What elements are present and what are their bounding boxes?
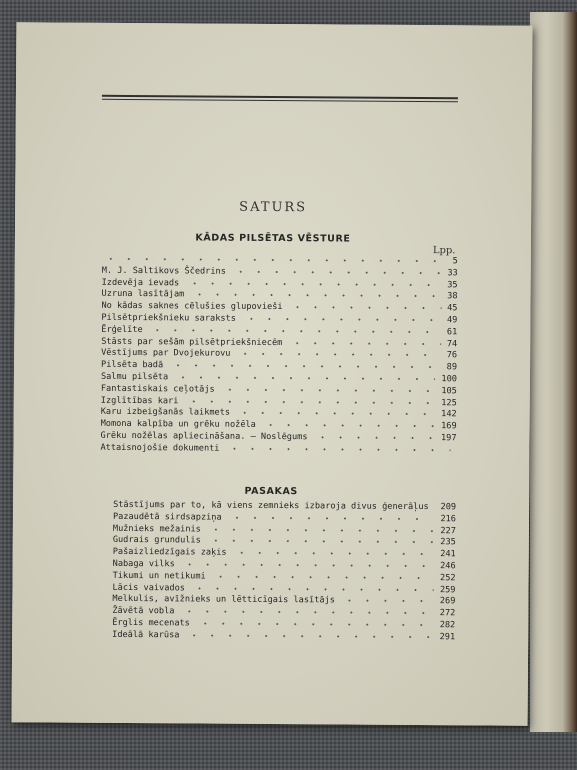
toc-entry-page: 209 bbox=[440, 502, 457, 513]
toc-leader-dots bbox=[207, 540, 434, 544]
toc-entry-page: 269 bbox=[439, 596, 456, 607]
toc-entry-title: Lācis vaivados bbox=[112, 582, 185, 593]
toc-entry-page: 197 bbox=[440, 433, 457, 444]
toc-entry-title: Stāstījums par to, kā viens zemnieks izbaroja divus ģenerāļus bbox=[113, 499, 429, 513]
toc-leader-dots bbox=[148, 329, 441, 333]
toc-leader-dots bbox=[181, 563, 434, 567]
toc-entry-page: 142 bbox=[441, 409, 457, 420]
toc-leader-dots bbox=[102, 258, 447, 262]
toc-entry-page: 38 bbox=[447, 291, 458, 302]
top-rule-thin bbox=[102, 99, 458, 102]
toc-leader-dots bbox=[236, 353, 441, 356]
toc-leader-dots bbox=[212, 575, 434, 579]
toc-entry-title: Pilsētpriekšnieku saraksts bbox=[101, 312, 236, 324]
toc-entry-page: 282 bbox=[439, 620, 456, 631]
toc-entry-title: Pilsēta badā bbox=[101, 359, 164, 371]
toc-entry-title: Stāsts par sešām pilsētpriekšniecēm bbox=[101, 336, 283, 348]
toc-entry-page: 252 bbox=[440, 572, 456, 584]
toc-entry-page: 246 bbox=[440, 561, 456, 572]
part-heading-tales: PASAKAS bbox=[244, 485, 298, 498]
toc-entry-title: Ērģelīte bbox=[101, 324, 143, 335]
toc-leader-dots bbox=[180, 611, 433, 615]
toc-entry-page: 100 bbox=[441, 374, 458, 385]
toc-entry-page: 61 bbox=[446, 327, 458, 338]
toc-entry bbox=[100, 443, 456, 456]
toc-leader-dots bbox=[288, 342, 441, 345]
toc-leader-dots bbox=[207, 528, 434, 532]
toc-leader-dots bbox=[288, 306, 441, 309]
toc-leader-dots bbox=[314, 436, 435, 439]
toc-leader-dots bbox=[186, 282, 442, 286]
toc-leader-dots bbox=[191, 294, 442, 298]
toc-entry-page: 45 bbox=[447, 303, 458, 314]
toc-leader-dots bbox=[185, 634, 433, 638]
toc-leader-dots bbox=[228, 516, 434, 519]
toc-entry-title: Fantastiskais ceļotājs bbox=[100, 383, 215, 395]
toc-entry-page: 259 bbox=[439, 584, 456, 595]
toc-entry-title: Tikumi un netikumi bbox=[112, 570, 206, 582]
toc-leader-dots bbox=[340, 600, 433, 603]
toc-entry-page: 89 bbox=[446, 362, 458, 373]
toc-entry-page: 241 bbox=[440, 549, 456, 560]
toc-entry-page: 105 bbox=[441, 385, 457, 397]
toc-entry-title: Ideālā karūsa bbox=[112, 629, 180, 641]
toc-entry-title: Žāvētā vobla bbox=[112, 606, 175, 617]
toc-entry-title: Vēstījums par Dvojekurovu bbox=[101, 348, 231, 360]
toc-entry bbox=[112, 630, 455, 643]
toc-entry-page: 49 bbox=[446, 315, 458, 326]
toc-entry-title: Pašaizliedzīgais zaķis bbox=[112, 547, 227, 558]
toc-leader-dots bbox=[169, 364, 441, 368]
toc-entry-title: Mužnieks mežainis bbox=[112, 523, 201, 535]
toc-entry-page: 272 bbox=[439, 608, 456, 619]
toc-entry-page: 216 bbox=[440, 513, 457, 525]
toc-entry-title: Attaisnojošie dokumenti bbox=[100, 442, 220, 454]
toc-leader-dots bbox=[242, 318, 441, 321]
toc-entry-title: Gudrais grundulis bbox=[112, 535, 201, 546]
toc-entry-title: Izglītības kari bbox=[100, 395, 179, 406]
toc-entry-title: Salmu pilsēta bbox=[100, 371, 169, 383]
toc-leader-dots bbox=[185, 400, 435, 404]
toc-entry-page: 235 bbox=[440, 537, 456, 548]
toc-entry-title: Ērglis mecenats bbox=[112, 617, 190, 629]
toc-entry-title: Melkulis, avīžnieks un lētticīgais lasītājs bbox=[112, 594, 335, 606]
toc-leader-dots bbox=[174, 376, 435, 380]
toc-entry-page: 169 bbox=[441, 421, 457, 432]
book-binding bbox=[530, 12, 577, 732]
contents-title: SATURS bbox=[239, 199, 308, 216]
toc-leader-dots bbox=[233, 552, 434, 555]
toc-entry-page: 76 bbox=[446, 350, 458, 361]
toc-entry-title: Nabaga vilks bbox=[112, 558, 175, 570]
toc-entry-page: 33 bbox=[447, 268, 458, 279]
toc-leader-dots bbox=[236, 412, 435, 415]
toc-leader-dots bbox=[190, 587, 433, 591]
toc-entry-title: Pazaudētā sirdsapziņa bbox=[112, 511, 222, 523]
toc-entry-title: Momona kalpība un grēku nožēla bbox=[100, 418, 256, 431]
toc-entry-page: 74 bbox=[446, 338, 458, 349]
toc-entry-page: 5 bbox=[452, 256, 458, 267]
toc-leader-dots bbox=[221, 388, 435, 391]
toc-entry-title: Grēku nožēlas apliecināšana. — Noslēgums bbox=[100, 430, 308, 443]
toc-entry-page: 227 bbox=[440, 525, 456, 536]
toc-entry-title: Uzruna lasītājam bbox=[101, 289, 185, 300]
toc-entry-title: Izdevēja ievads bbox=[101, 277, 180, 288]
book-page bbox=[12, 22, 533, 726]
toc-entry-page: 35 bbox=[447, 279, 458, 290]
toc-leader-dots bbox=[232, 271, 442, 274]
page-column-label: Lpp. bbox=[432, 245, 456, 257]
toc-entry-title: M. J. Saltikovs Ščedrins bbox=[101, 265, 226, 277]
toc-entry-page: 125 bbox=[441, 397, 457, 408]
toc-leader-dots bbox=[262, 424, 435, 427]
toc-leader-dots bbox=[196, 622, 433, 626]
toc-entry-page: 291 bbox=[439, 631, 456, 643]
toc-entry-title: Karu izbeigšanās laikmets bbox=[100, 407, 231, 419]
toc-entry-title: No kādas saknes cēlušies glupovieši bbox=[101, 300, 283, 313]
toc-leader-dots bbox=[225, 447, 450, 451]
part-heading-history: KĀDAS PILSĒTAS VĒSTURE bbox=[195, 232, 351, 245]
